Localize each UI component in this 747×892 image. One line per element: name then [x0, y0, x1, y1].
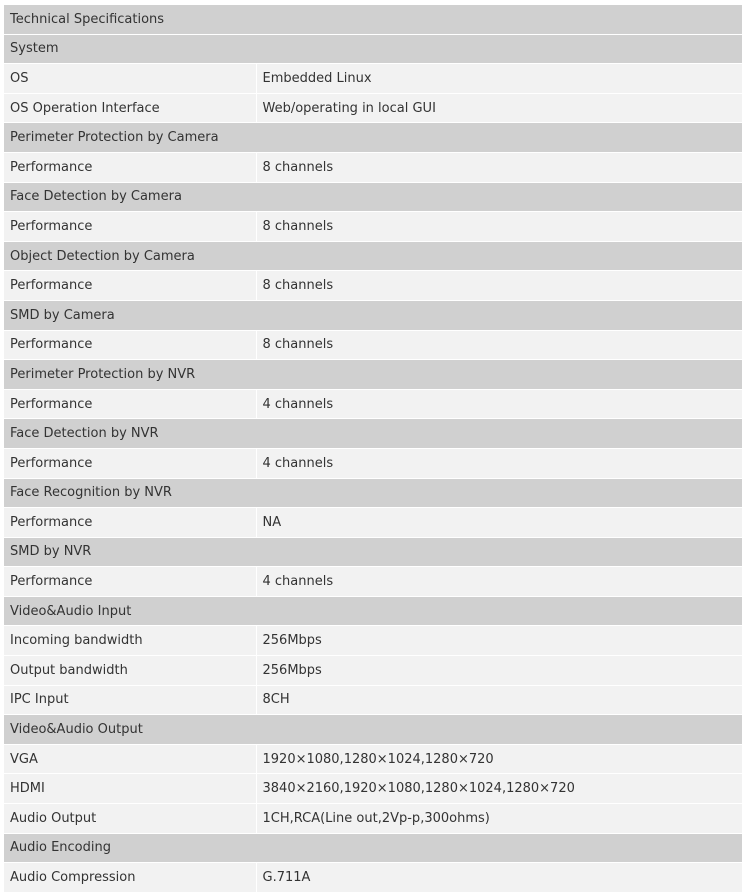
spec-row — [4, 152, 742, 182]
section-header: Video&Audio Input — [4, 596, 742, 626]
spec-label: VGA — [4, 744, 256, 774]
spec-label: Performance — [4, 567, 256, 597]
spec-row — [4, 656, 742, 686]
spec-value: 4 channels — [256, 448, 742, 478]
spec-row — [4, 212, 742, 242]
spec-value: 8 channels — [256, 212, 742, 242]
spec-value: 4 channels — [256, 389, 742, 419]
section-header-row — [4, 360, 742, 390]
spec-value: 256Mbps — [256, 656, 742, 686]
section-header: Object Detection by Camera — [4, 241, 742, 271]
spec-value: 1920×1080,1280×1024,1280×720 — [256, 744, 742, 774]
spec-label: Audio Compression — [4, 863, 256, 892]
spec-label: Performance — [4, 448, 256, 478]
section-header: SMD by Camera — [4, 300, 742, 330]
section-header-row — [4, 537, 742, 567]
spec-row — [4, 271, 742, 301]
section-header-row — [4, 715, 742, 745]
spec-row — [4, 804, 742, 834]
spec-label: Performance — [4, 152, 256, 182]
spec-value: G.711A — [256, 863, 742, 892]
spec-value: 256Mbps — [256, 626, 742, 656]
spec-table — [4, 4, 742, 892]
spec-label: Performance — [4, 271, 256, 301]
section-header-row — [4, 123, 742, 153]
spec-row — [4, 389, 742, 419]
section-header-row — [4, 419, 742, 449]
spec-table-body — [4, 5, 742, 892]
section-header-row — [4, 478, 742, 508]
spec-value: Web/operating in local GUI — [256, 93, 742, 123]
spec-value: Embedded Linux — [256, 64, 742, 94]
section-header: Face Detection by Camera — [4, 182, 742, 212]
section-header: Perimeter Protection by Camera — [4, 123, 742, 153]
spec-value: 8CH — [256, 685, 742, 715]
spec-row — [4, 508, 742, 538]
section-header: Video&Audio Output — [4, 715, 742, 745]
spec-row — [4, 448, 742, 478]
section-header-row — [4, 34, 742, 64]
section-header-row — [4, 833, 742, 863]
spec-value: 8 channels — [256, 271, 742, 301]
section-header-row — [4, 596, 742, 626]
spec-row — [4, 93, 742, 123]
section-header: Face Recognition by NVR — [4, 478, 742, 508]
spec-label: Audio Output — [4, 804, 256, 834]
table-title: Technical Specifications — [4, 5, 742, 35]
section-header-row — [4, 241, 742, 271]
spec-value: 1CH,RCA(Line out,2Vp-p,300ohms) — [256, 804, 742, 834]
section-header: Audio Encoding — [4, 833, 742, 863]
spec-label: OS Operation Interface — [4, 93, 256, 123]
spec-value: NA — [256, 508, 742, 538]
spec-row — [4, 567, 742, 597]
section-header: System — [4, 34, 742, 64]
section-header: Face Detection by NVR — [4, 419, 742, 449]
spec-row — [4, 744, 742, 774]
spec-label: Output bandwidth — [4, 656, 256, 686]
spec-row — [4, 330, 742, 360]
spec-row — [4, 64, 742, 94]
spec-label: Performance — [4, 389, 256, 419]
section-header: SMD by NVR — [4, 537, 742, 567]
spec-label: HDMI — [4, 774, 256, 804]
spec-label: Performance — [4, 508, 256, 538]
section-header-row — [4, 182, 742, 212]
spec-row — [4, 626, 742, 656]
spec-value: 3840×2160,1920×1080,1280×1024,1280×720 — [256, 774, 742, 804]
spec-label: OS — [4, 64, 256, 94]
spec-label: IPC Input — [4, 685, 256, 715]
spec-value: 8 channels — [256, 152, 742, 182]
section-header-row — [4, 300, 742, 330]
spec-row — [4, 685, 742, 715]
spec-row — [4, 774, 742, 804]
spec-label: Performance — [4, 330, 256, 360]
section-header: Perimeter Protection by NVR — [4, 360, 742, 390]
spec-label: Performance — [4, 212, 256, 242]
table-title-row — [4, 5, 742, 35]
spec-label: Incoming bandwidth — [4, 626, 256, 656]
spec-value: 4 channels — [256, 567, 742, 597]
spec-row — [4, 863, 742, 892]
spec-value: 8 channels — [256, 330, 742, 360]
